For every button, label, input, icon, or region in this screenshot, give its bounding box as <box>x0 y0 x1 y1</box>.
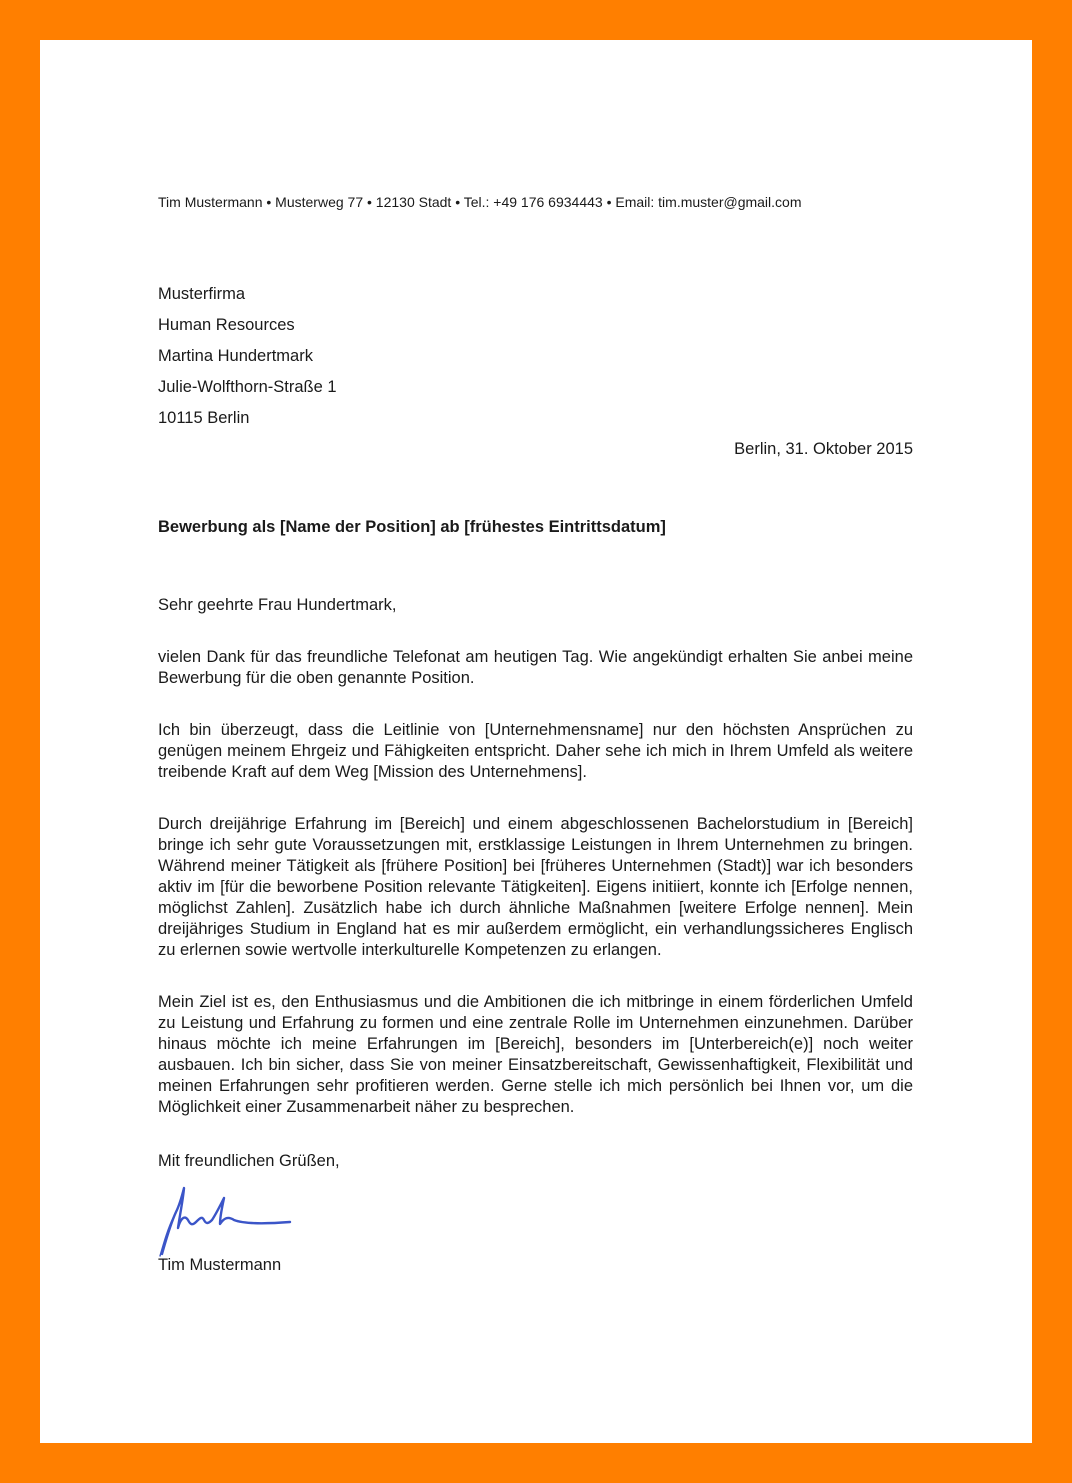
closing-phrase: Mit freundlichen Grüßen, <box>158 1152 340 1170</box>
recipient-street: Julie-Wolfthorn-Straße 1 <box>158 378 337 396</box>
letter-date: Berlin, 31. Oktober 2015 <box>734 440 913 458</box>
letter-page <box>40 40 1032 1443</box>
recipient-department: Human Resources <box>158 316 295 334</box>
sender-line: Tim Mustermann • Musterweg 77 • 12130 Stadt • Tel.: +49 176 6934443 • Email: tim.muster@gmail.com <box>158 194 802 210</box>
signer-name: Tim Mustermann <box>158 1256 282 1274</box>
letter-subject: Bewerbung als [Name der Position] ab [frühestes Eintrittsdatum] <box>158 518 666 536</box>
body-paragraph-3: Durch dreijährige Erfahrung im [Bereich] und einem abgeschlossenen Bachelorstudium in [Bereich] bringe ich sehr gute Voraussetzungen mit, erstklassige Leistungen in Ihrem Unternehmen zu bringen. Während meiner Tätigkeit als [frühere Position] bei [früheres Unternehmen (Stadt)] war ich besonders aktiv im [für die beworbene Position relevante Tätigkeiten]. Eigens initiiert, konnte ich [Erfolge nennen, möglichst Zahlen]. Zusätzlich habe ich durch ähnliche Maßnahmen [weitere Erfolge nennen]. Mein dreijähriges Studium in England hat es mir außerdem ermöglicht, ein verhandlungssicheres Englisch zu erlernen sowie wertvolle interkulturelle Kompetenzen zu erlangen. <box>158 815 913 959</box>
recipient-city: 10115 Berlin <box>158 409 250 427</box>
body-paragraph-2: Ich bin überzeugt, dass die Leitlinie von [Unternehmensname] nur den höchsten Ansprüchen zu genügen meinem Ehrgeiz und Fähigkeiten entspricht. Daher sehe ich mich in Ihrem Umfeld als weitere treibende Kraft auf dem Weg [Mission des Unternehmens]. <box>158 721 913 781</box>
recipient-address <box>158 283 337 438</box>
recipient-person: Martina Hundertmark <box>158 347 313 365</box>
body-paragraph-1: vielen Dank für das freundliche Telefonat am heutigen Tag. Wie angekündigt erhalten Sie anbei meine Bewerbung für die oben genannte Position. <box>158 648 913 687</box>
body-paragraph-4: Mein Ziel ist es, den Enthusiasmus und die Ambitionen die ich mitbringe in einem förderlichen Umfeld zu Leistung und Erfahrung zu formen und eine zentrale Rolle im Unternehmen einzunehmen. Darüber hinaus möchte ich meine Erfahrungen im [Bereich], besonders im [Unterbereich(e)] noch weiter ausbauen. Ich bin sicher, dass Sie von meiner Einsatzbereitschaft, Gewissenhaftigkeit, Flexibilität und meinen Erfahrungen sehr profitieren werden. Gerne stelle ich mich persönlich bei Ihnen vor, um die Möglichkeit einer Zusammenarbeit näher zu besprechen. <box>158 993 913 1116</box>
signature-image <box>156 1170 296 1258</box>
recipient-company: Musterfirma <box>158 285 246 303</box>
salutation: Sehr geehrte Frau Hundertmark, <box>158 596 397 614</box>
